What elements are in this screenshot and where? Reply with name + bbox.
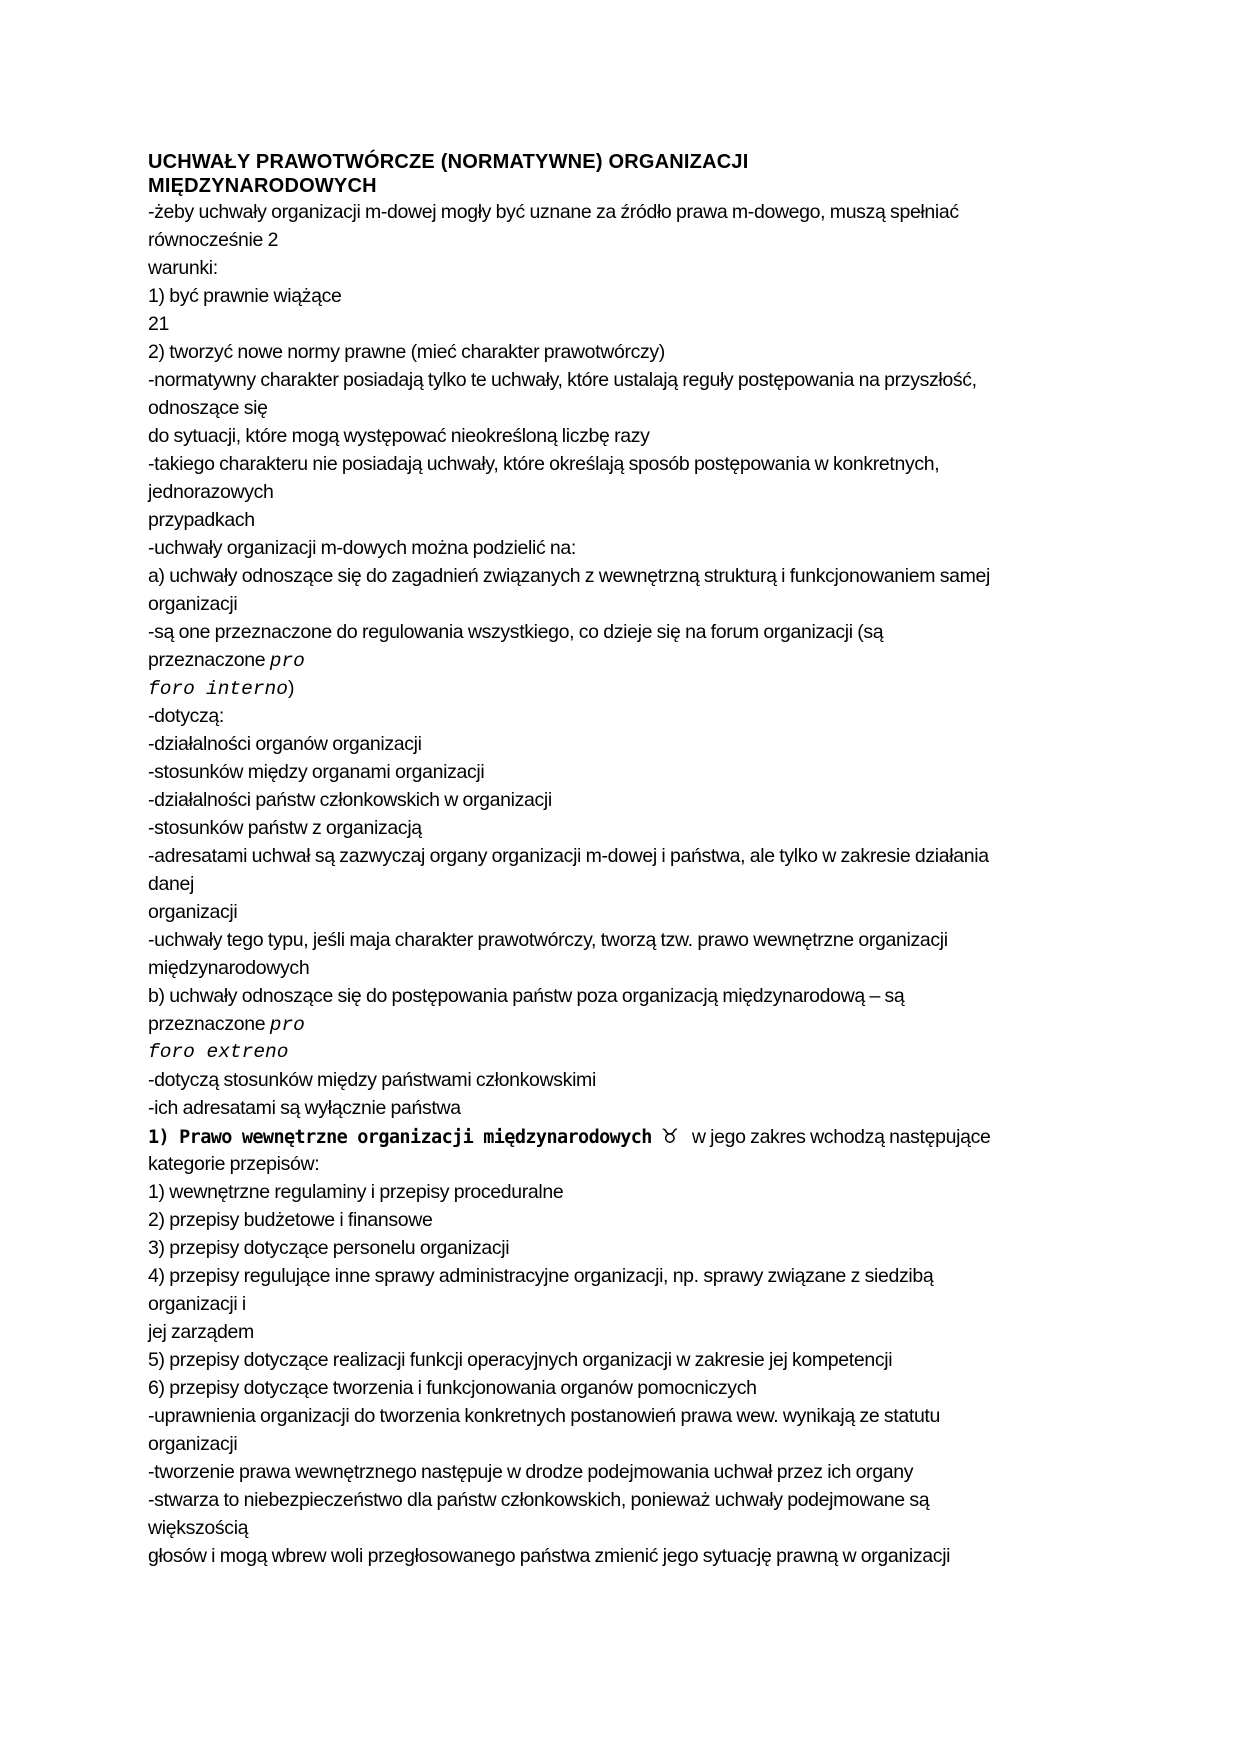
text-line: 2) przepisy budżetowe i finansowe [148,1209,433,1231]
text-line: a) uchwały odnoszące się do zagadnień związanych z wewnętrzną strukturą i funkcjonowaniem samej [148,565,990,587]
text-line: 21 [148,313,169,335]
italic-term-foro-interno: foro interno [148,678,288,700]
text-fragment: w jego zakres wchodzą następujące [691,1126,991,1148]
title-line-1: UCHWAŁY PRAWOTWÓRCZE (NORMATYWNE) ORGANIZACJI [148,151,749,173]
section-heading-line [148,1122,1108,1150]
text-line: kategorie przepisów: [148,1153,320,1175]
text-line: większością [148,1517,249,1539]
text-line: -stosunków między organami organizacji [148,761,485,783]
text-line: -dotyczą stosunków między państwami członkowskimi [148,1069,596,1091]
text-line: -żeby uchwały organizacji m-dowej mogły być uznane za źródło prawa m-dowego, muszą spełniać [148,201,959,223]
text-line: -działalności organów organizacji [148,733,422,755]
text-line: jednorazowych [148,481,274,503]
text-line: 2) tworzyć nowe normy prawne (mieć charakter prawotwórczy) [148,341,665,363]
text-fragment: przeznaczone [148,649,270,671]
text-line: 3) przepisy dotyczące personelu organizacji [148,1237,510,1259]
title-line-2: MIĘDZYNARODOWYCH [148,175,377,197]
text-line: -dotyczą: [148,705,224,727]
italic-term-pro: pro [269,1014,305,1036]
text-line: -stwarza to niebezpieczeństwo dla państw członkowskich, ponieważ uchwały podejmowane są [148,1489,930,1511]
text-line: -uprawnienia organizacji do tworzenia konkretnych postanowień prawa wew. wynikają ze statutu [148,1405,940,1427]
text-line: organizacji i [148,1293,246,1315]
text-line: b) uchwały odnoszące się do postępowania państw poza organizacją międzynarodową – są [148,985,905,1007]
text-line: warunki: [148,257,218,279]
text-line: przypadkach [148,509,255,531]
text-line: 1) być prawnie wiążące [148,285,342,307]
text-line: -takiego charakteru nie posiadają uchwały, które określają sposób postępowania w konkretnych, [148,453,940,475]
text-line: 5) przepisy dotyczące realizacji funkcji operacyjnych organizacji w zakresie jej kompetencji [148,1349,893,1371]
document-page [148,150,1108,1570]
text-line: -uchwały organizacji m-dowych można podzielić na: [148,537,576,559]
text-line: danej [148,873,194,895]
text-fragment: ) [287,677,295,699]
text-line: organizacji [148,901,238,923]
text-line: do sytuacji, które mogą występować nieokreśloną liczbę razy [148,425,650,447]
italic-term-pro: pro [269,650,305,672]
text-line: 4) przepisy regulujące inne sprawy administracyjne organizacji, np. sprawy związane z siedzibą [148,1265,934,1287]
section-heading: 1) Prawo wewnętrzne organizacji międzynarodowych [148,1127,652,1148]
text-line: międzynarodowych [148,957,310,979]
text-line: -tworzenie prawa wewnętrznego następuje w drodze podejmowania uchwał przez ich organy [148,1461,914,1483]
taurus-symbol-icon: ♉ [661,1124,679,1148]
body-text [148,198,1108,1570]
text-line-pro-extreno [148,1010,1108,1038]
text-line: równocześnie 2 [148,229,279,251]
text-line: -stosunków państw z organizacją [148,817,422,839]
text-line: organizacji [148,1433,238,1455]
italic-term-foro-extreno: foro extreno [148,1041,289,1063]
text-line: 6) przepisy dotyczące tworzenia i funkcjonowania organów pomocniczych [148,1377,757,1399]
text-line: -ich adresatami są wyłącznie państwa [148,1097,461,1119]
text-line: organizacji [148,593,238,615]
text-line: -adresatami uchwał są zazwyczaj organy organizacji m-dowej i państwa, ale tylko w zakresie działania [148,845,989,867]
text-line: -uchwały tego typu, jeśli maja charakter prawotwórczy, tworzą tzw. prawo wewnętrzne organizacji [148,929,948,951]
text-line: głosów i mogą wbrew woli przegłosowanego państwa zmienić jego sytuację prawną w organizacji [148,1545,951,1567]
text-line: -działalności państw członkowskich w organizacji [148,789,552,811]
text-line: 1) wewnętrzne regulaminy i przepisy proceduralne [148,1181,564,1203]
text-line: odnoszące się [148,397,268,419]
text-line: jej zarządem [148,1321,254,1343]
text-fragment: przeznaczone [148,1013,270,1035]
text-line: -są one przeznaczone do regulowania wszystkiego, co dzieje się na forum organizacji (są [148,621,884,643]
text-line-pro-interno [148,646,1108,674]
document-title [148,150,1108,198]
text-line-foro-interno [148,674,1108,702]
text-line: -normatywny charakter posiadają tylko te uchwały, które ustalają reguły postępowania na przyszłość, [148,369,977,391]
